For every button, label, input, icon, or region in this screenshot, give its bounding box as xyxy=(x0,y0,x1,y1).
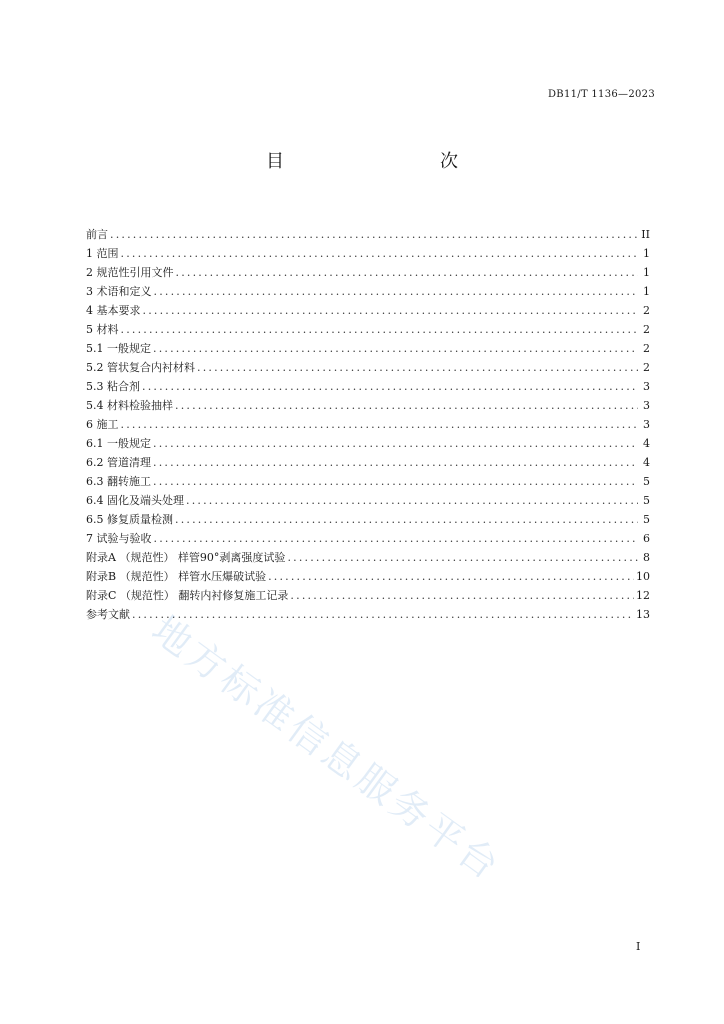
toc-dot-leader xyxy=(268,567,634,586)
toc-dot-leader xyxy=(175,510,638,529)
toc-entry-label[interactable]: 4 基本要求 xyxy=(86,304,141,317)
toc-entry[interactable] xyxy=(86,510,650,529)
toc-entry-page: 13 xyxy=(636,608,650,621)
toc-entry-page: 2 xyxy=(643,361,650,374)
toc-dot-leader xyxy=(121,320,639,339)
toc-entry-page: 5 xyxy=(643,494,650,507)
toc-entry[interactable] xyxy=(86,605,650,624)
toc-dot-leader xyxy=(153,339,638,358)
toc-entry-page: II xyxy=(641,228,650,241)
toc-entry-page: 4 xyxy=(643,437,650,450)
toc-entry[interactable] xyxy=(86,491,650,510)
toc-entry[interactable] xyxy=(86,377,650,396)
toc-entry-label[interactable]: 5.2 管状复合内衬材料 xyxy=(86,361,195,374)
toc-entry-label[interactable]: 3 术语和定义 xyxy=(86,285,152,298)
page-number: I xyxy=(636,940,641,953)
toc-entry-label[interactable]: 5.1 一般规定 xyxy=(86,342,151,355)
toc-entry-page: 3 xyxy=(643,418,650,431)
toc-dot-leader xyxy=(132,605,634,624)
toc-dot-leader xyxy=(287,548,638,567)
toc-entry[interactable] xyxy=(86,472,650,491)
toc-entry-page: 3 xyxy=(643,399,650,412)
toc-dot-leader xyxy=(142,377,638,396)
toc-dot-leader xyxy=(110,225,638,244)
toc-entry-label[interactable]: 附录B （规范性） 样管水压爆破试验 xyxy=(86,570,267,583)
toc-dot-leader xyxy=(121,415,639,434)
toc-dot-leader xyxy=(175,396,638,415)
toc-entry[interactable] xyxy=(86,434,650,453)
toc-entry[interactable] xyxy=(86,548,650,567)
toc-entry-label[interactable]: 6.2 管道清理 xyxy=(86,456,151,469)
toc-dot-leader xyxy=(153,434,638,453)
toc-dot-leader xyxy=(290,586,634,605)
toc-dot-leader xyxy=(153,472,638,491)
toc-entry[interactable] xyxy=(86,225,650,244)
toc-entry-page: 1 xyxy=(643,266,650,279)
toc-entry-label[interactable]: 6 施工 xyxy=(86,418,119,431)
toc-entry-page: 2 xyxy=(643,323,650,336)
toc-entry-page: 4 xyxy=(643,456,650,469)
toc-entry-label[interactable]: 附录A （规范性） 样管90°剥离强度试验 xyxy=(86,551,286,564)
toc-entry[interactable] xyxy=(86,586,650,605)
page-title: 目 次 xyxy=(266,151,498,172)
toc-entry-page: 10 xyxy=(636,570,650,583)
toc-entry-page: 1 xyxy=(643,247,650,260)
toc-dot-leader xyxy=(143,301,639,320)
toc-entry-label[interactable]: 6.4 固化及端头处理 xyxy=(86,494,184,507)
toc-entry-label[interactable]: 6.5 修复质量检测 xyxy=(86,513,173,526)
toc-entry[interactable] xyxy=(86,339,650,358)
toc-entry-page: 2 xyxy=(643,304,650,317)
toc-entry[interactable] xyxy=(86,358,650,377)
toc-entry-page: 5 xyxy=(643,475,650,488)
toc-entry-label[interactable]: 7 试验与验收 xyxy=(86,532,152,545)
toc-entry[interactable] xyxy=(86,282,650,301)
toc-entry-label[interactable]: 6.1 一般规定 xyxy=(86,437,151,450)
toc-dot-leader xyxy=(197,358,638,377)
toc-dot-leader xyxy=(176,263,639,282)
toc-entry-page: 5 xyxy=(643,513,650,526)
toc-entry-page: 12 xyxy=(636,589,650,602)
standard-number: DB11/T 1136—2023 xyxy=(547,89,655,100)
table-of-contents xyxy=(86,225,650,624)
toc-dot-leader xyxy=(186,491,638,510)
toc-entry[interactable] xyxy=(86,244,650,263)
toc-entry[interactable] xyxy=(86,396,650,415)
toc-entry-page: 8 xyxy=(643,551,650,564)
toc-entry-label[interactable]: 附录C （规范性） 翻转内衬修复施工记录 xyxy=(86,589,289,602)
toc-entry[interactable] xyxy=(86,415,650,434)
toc-entry-page: 6 xyxy=(643,532,650,545)
toc-entry[interactable] xyxy=(86,453,650,472)
toc-entry[interactable] xyxy=(86,263,650,282)
toc-entry-label[interactable]: 1 范围 xyxy=(86,247,119,260)
toc-entry[interactable] xyxy=(86,567,650,586)
toc-dot-leader xyxy=(154,529,639,548)
watermark: 地方标准信息服务平台 xyxy=(143,607,510,890)
toc-dot-leader xyxy=(121,244,639,263)
toc-entry-label[interactable]: 前言 xyxy=(86,228,108,241)
toc-entry[interactable] xyxy=(86,301,650,320)
toc-entry[interactable] xyxy=(86,529,650,548)
toc-entry-label[interactable]: 6.3 翻转施工 xyxy=(86,475,151,488)
toc-entry-label[interactable]: 2 规范性引用文件 xyxy=(86,266,174,279)
toc-entry-page: 2 xyxy=(643,342,650,355)
toc-entry-page: 3 xyxy=(643,380,650,393)
toc-entry-page: 1 xyxy=(643,285,650,298)
toc-dot-leader xyxy=(153,453,638,472)
toc-entry[interactable] xyxy=(86,320,650,339)
toc-entry-label[interactable]: 5.3 粘合剂 xyxy=(86,380,140,393)
toc-entry-label[interactable]: 参考文献 xyxy=(86,608,130,621)
toc-dot-leader xyxy=(154,282,639,301)
toc-entry-label[interactable]: 5.4 材料检验抽样 xyxy=(86,399,173,412)
toc-entry-label[interactable]: 5 材料 xyxy=(86,323,119,336)
